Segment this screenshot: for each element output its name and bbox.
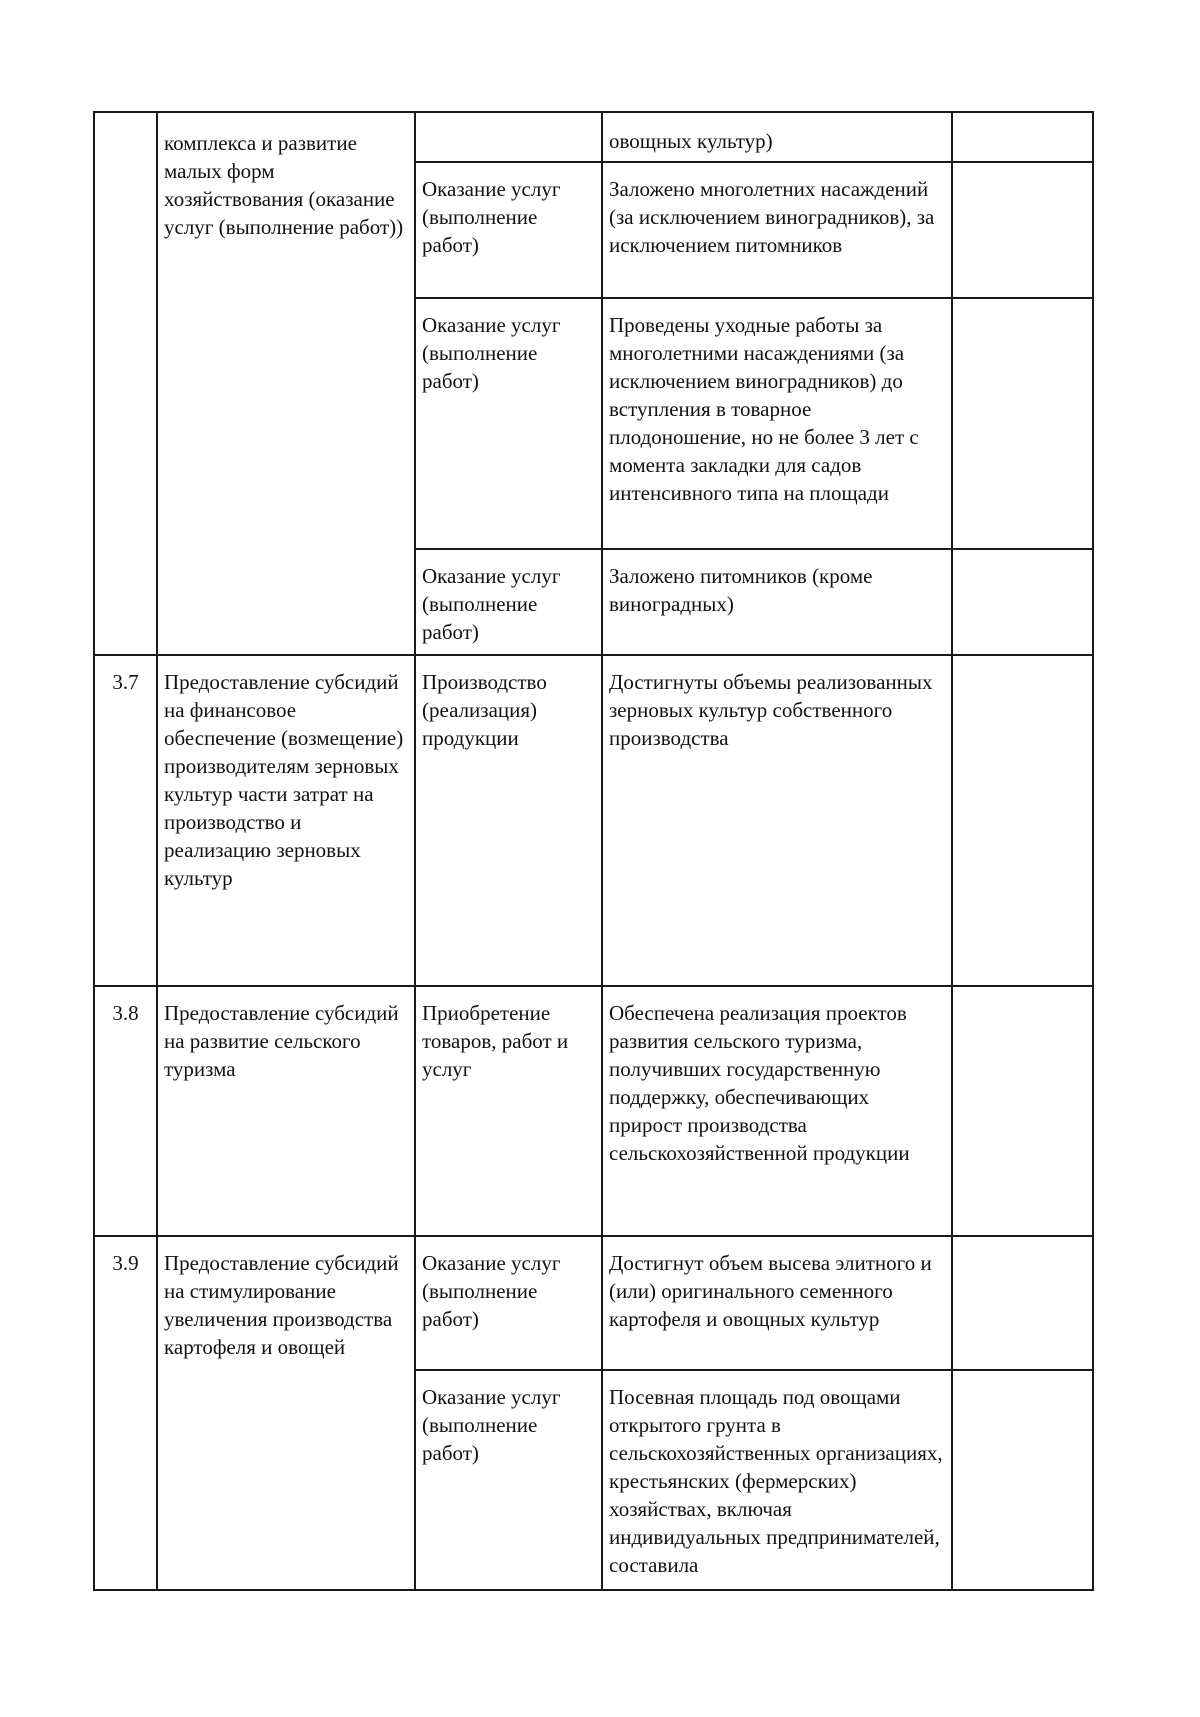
measure-name-cell: Предоставление субсидий на стимулирование увеличения производства картофеля и овощей xyxy=(157,1236,415,1590)
table-row xyxy=(94,1236,1093,1370)
result-type-cell: Оказание услуг (выполнение работ) xyxy=(415,1370,602,1590)
empty-cell xyxy=(952,1370,1093,1590)
empty-cell xyxy=(952,162,1093,298)
row-number-cell: 3.9 xyxy=(94,1236,157,1590)
result-description-cell: Обеспечена реализация проектов развития сельского туризма, получивших государственную поддержку, обеспечивающих прирост производства сельскохозяйственной продукции xyxy=(602,986,952,1236)
row-number-cell xyxy=(94,112,157,655)
result-description-cell: овощных культур) xyxy=(602,112,952,162)
measure-name-cell: Предоставление субсидий на развитие сельского туризма xyxy=(157,986,415,1236)
row-number-cell: 3.7 xyxy=(94,655,157,986)
empty-cell xyxy=(952,549,1093,655)
result-description-cell: Проведены уходные работы за многолетними насаждениями (за исключением виноградников) до вступления в товарное плодоношение, но не более 3 лет с момента закладки для садов интенсивного типа на площади xyxy=(602,298,952,549)
empty-cell xyxy=(952,298,1093,549)
result-description-cell: Достигнут объем высева элитного и (или) оригинального семенного картофеля и овощных культур xyxy=(602,1236,952,1370)
result-description-cell: Заложено питомников (кроме виноградных) xyxy=(602,549,952,655)
result-type-cell: Оказание услуг (выполнение работ) xyxy=(415,1236,602,1370)
result-type-cell: Производство (реализация) продукции xyxy=(415,655,602,986)
measure-name-cell: Предоставление субсидий на финансовое обеспечение (возмещение) производителям зерновых культур части затрат на производство и реализацию зерновых культур xyxy=(157,655,415,986)
empty-cell xyxy=(952,1236,1093,1370)
activities-table xyxy=(93,111,1094,1591)
result-description-cell: Достигнуты объемы реализованных зерновых культур собственного производства xyxy=(602,655,952,986)
row-number-cell: 3.8 xyxy=(94,986,157,1236)
result-type-cell: Оказание услуг (выполнение работ) xyxy=(415,549,602,655)
result-description-cell: Заложено многолетних насаждений (за исключением виноградников), за исключением питомников xyxy=(602,162,952,298)
empty-cell xyxy=(952,112,1093,162)
measure-name-cell: комплекса и развитие малых форм хозяйствования (оказание услуг (выполнение работ)) xyxy=(157,112,415,655)
empty-cell xyxy=(952,986,1093,1236)
result-type-cell: Оказание услуг (выполнение работ) xyxy=(415,298,602,549)
result-type-cell: Приобретение товаров, работ и услуг xyxy=(415,986,602,1236)
table-row xyxy=(94,112,1093,162)
empty-cell xyxy=(952,655,1093,986)
result-description-cell: Посевная площадь под овощами открытого грунта в сельскохозяйственных организациях, крестьянских (фермерских) хозяйствах, включая индивидуальных предпринимателей, составила xyxy=(602,1370,952,1590)
result-type-cell: Оказание услуг (выполнение работ) xyxy=(415,162,602,298)
table-row xyxy=(94,986,1093,1236)
result-type-cell xyxy=(415,112,602,162)
table-row xyxy=(94,655,1093,986)
